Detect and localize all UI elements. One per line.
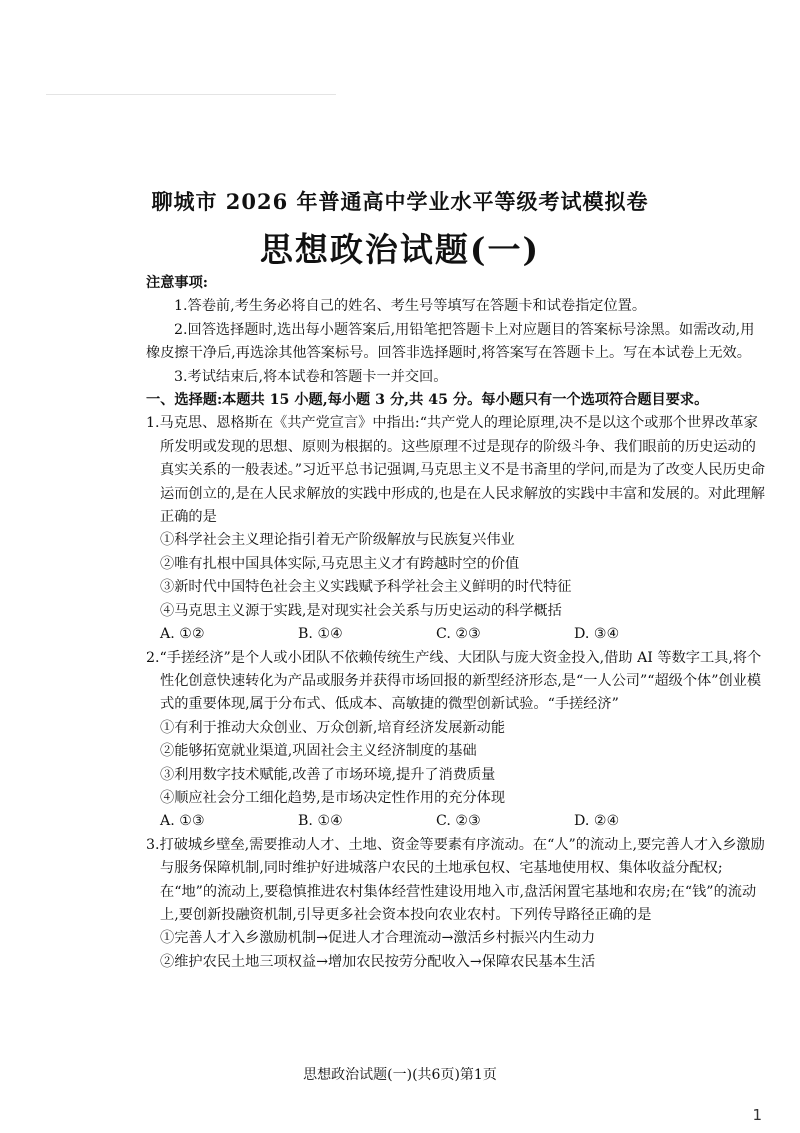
note-item: 2.回答选择题时,选出每小题答案后,用铅笔把答题卡上对应题目的答案标号涂黑。如需改动,用橡皮擦干净后,再选涂其他答案标号。回答非选择题时,将答案写在答题卡上。写在本试卷上无效。 [146,321,755,362]
question-3 [146,834,766,974]
choice-b: B. ①④ [298,626,343,643]
note-item: 3.考试结束后,将本试卷和答题卡一并交回。 [174,368,448,385]
top-rule [46,94,336,95]
section-heading: 一、选择题:本题共 15 小题,每小题 3 分,共 45 分。每小题只有一个选项符合题目要求。 [146,392,709,409]
choice-b: B. ①④ [298,813,343,830]
choice-d: D. ③④ [574,626,620,643]
answer-choices [160,623,766,646]
note-item: 1.答卷前,考生务必将自己的姓名、考生号等填写在答题卡和试卷指定位置。 [174,298,647,315]
statement-option: ②唯有扎根中国具体实际,马克思主义才有跨越时空的价值 [160,555,520,572]
statement-option: ③新时代中国特色社会主义实践赋予科学社会主义鲜明的时代特征 [160,579,572,596]
choice-a: A. ①③ [160,813,205,830]
statement-option: ①有利于推动大众创业、万众创新,培育经济发展新动能 [160,719,506,736]
page-footer: 思想政治试题(一)(共6页)第1页 [303,1067,497,1083]
statement-option: ①科学社会主义理论指引着无产阶级解放与民族复兴伟业 [160,532,515,549]
subject-title: 思想政治试题(一) [259,230,541,269]
notes-heading: 注意事项: [146,275,208,291]
question-2 [146,647,766,834]
statement-option: ③利用数字技术赋能,改善了市场环境,提升了消费质量 [160,766,496,783]
statement-option: ④马克思主义源于实践,是对现实社会关系与历史运动的科学概括 [160,602,562,619]
statement-option: ①完善人才入乡激励机制→促进人才合理流动→激活乡村振兴内生动力 [160,930,596,947]
question-1 [146,412,766,646]
question-stem: 3.打破城乡壁垒,需要推动人才、土地、资金等要素有序流动。在“人”的流动上,要完善人才入乡激励与服务保障机制,同时维护好进城落户农民的土地承包权、宅基地使用权、集体收益分配权;在“地”的流动上,要稳慎推进农村集体经营性建设用地入市,盘活闲置宅基地和农房;在“钱”的流动上,要创新投融资机制,引导更多社会资本投向农业农村。下列传导路径正确的是 [146,836,765,923]
exam-title: 聊城市 2026 年普通高中学业水平等级考试模拟卷 [151,189,649,214]
choice-d: D. ②④ [574,813,620,830]
question-stem: 2.“手搓经济”是个人或小团队不依赖传统生产线、大团队与庞大资金投入,借助 AI 等数字工具,将个性化创意快速转化为产品或服务并获得市场回报的新型经济形态,是“一人公司”“超级个体”创业模式的重要体现,属于分布式、低成本、高敏捷的微型创新试验。“手搓经济” [146,649,762,713]
statement-option: ②能够拓宽就业渠道,巩固社会主义经济制度的基础 [160,743,477,760]
exam-content [146,272,766,974]
choice-a: A. ①② [160,626,205,643]
question-stem: 1.马克思、恩格斯在《共产党宣言》中指出:“共产党人的理论原理,决不是以这个或那个世界改革家所发明或发现的思想、原则为根据的。这些原理不过是现存的阶级斗争、我们眼前的历史运动的真实关系的一般表述。”习近平总书记强调,马克思主义不是书斋里的学问,而是为了改变人民历史命运而创立的,是在人民求解放的实践中形成的,也是在人民求解放的实践中丰富和发展的。对此理解正确的是 [146,415,766,526]
answer-choices [160,810,766,833]
statement-option: ②维护农民土地三项权益→增加农民按劳分配收入→保障农民基本生活 [160,953,596,970]
page-number: 1 [752,1106,762,1124]
choice-c: C. ②③ [436,626,481,643]
statement-option: ④顺应社会分工细化趋势,是市场决定性作用的充分体现 [160,789,506,806]
choice-c: C. ②③ [436,813,481,830]
